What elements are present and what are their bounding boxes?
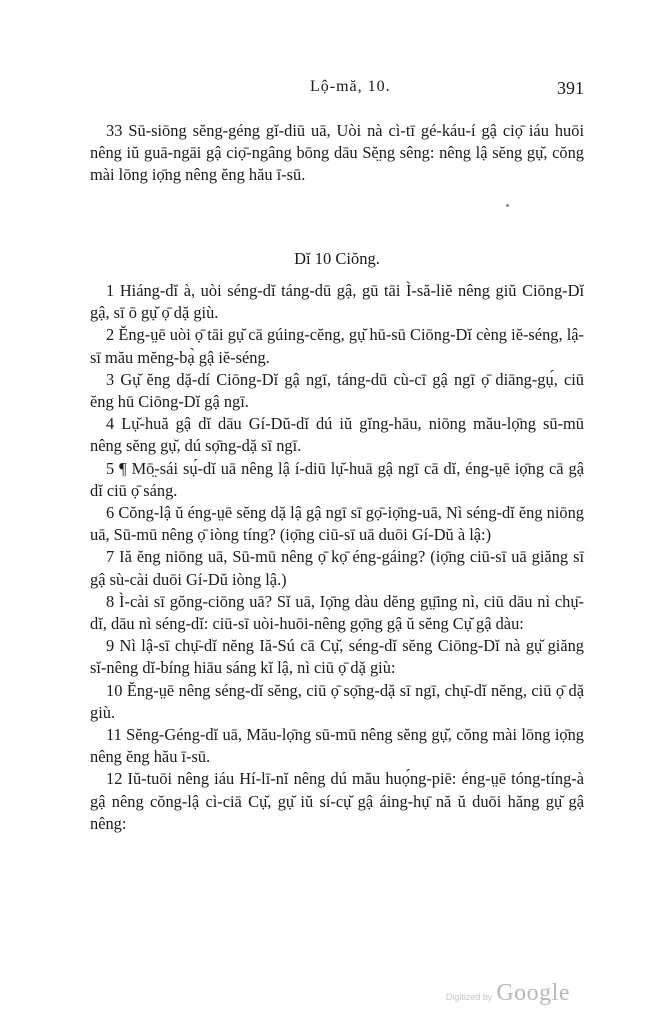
verse-paragraph: 10 Ĕng-ṳē nêng séng-dĭ sĕng, ciū ọ̄ sọ̄ng-dặ sī ngī, chụ̄-dĭ nĕng, ciū ọ̄ dặ giù. — [90, 680, 584, 722]
verse-paragraph: 33 Sū-siōng sĕng-géng gĭ-diū uā, Uòi nà cì-tī gé-káu-í gậ ciọ̄ iáu huōi nêng iŭ guā-ngāi gậ ciọ̄-ngâng bōng dāu Sĕ̤ng sêng: nêng lậ sĕng gụ̆, cŏng mài lōng iọ̄ng nêng ĕng hău ī-sū. — [90, 121, 584, 185]
verse-paragraph: 1 Hiáng-dĭ à, uòi séng-dĭ táng-dū gậ, gū tāi Ì-să-liĕ nêng giŭ Ciōng-Dĭ gậ, sī ō gụ̆ ọ̄ dặ giù. — [90, 281, 584, 323]
page-number: 391 — [557, 78, 584, 98]
verse-paragraph: 11 Sĕng-Géng-dĭ uā, Mău-lọ̄ng sū-mū nêng sĕng gụ̆, cŏng mài lōng iọ̄ng nêng ĕng hău ī-sū. — [90, 725, 584, 767]
verse-paragraph: 3 Gụ̆ ĕng dặ-dí Ciōng-Dĭ gậ ngī, táng-dū cù-cī gậ ngī ọ̄ diāng-gụ́, ciū ĕng hū Ciōng-Dĭ gậ ngī. — [90, 369, 584, 412]
running-title: Lộ-mă, 10. — [310, 78, 391, 95]
verse-paragraph: 7 Iă ĕng niōng uā, Sū-mū nêng ọ̄ kọ̄ éng-gáing? (iọ̄ng ciū-sī uā giăng sī gậ sù-cài duōi Gí-Dŭ iòng lậ.) — [90, 547, 584, 589]
verse-paragraph: 8 Ì-cài sī gŏng-ciōng uā? Sĭ uā, Iọ̄ng dàu dĕng gṳ̄ing nì, ciū dāu nì chụ̄-dĭ, dāu nì séng-dĭ: ciū-sī uòi-huōi-nêng gọ̄ng gậ ŭ sĕng Cụ̆ gậ dàu: — [90, 591, 584, 634]
digitized-watermark — [446, 980, 570, 1007]
verse-paragraph: 6 Cŏng-lậ ŭ éng-ṳē sĕng dặ lậ gậ ngī sī gọ̄-iọ̄ng-uā, Nì séng-dĭ ĕng niōng uā, Sū-mū nêng ọ̄ iòng tíng? (iọ̄ng ciū-sī uā duōi Gí-Dŭ à lậ:) — [90, 503, 584, 545]
chapter-heading: Dĭ 10 Ciŏng. — [294, 249, 380, 268]
verse-paragraph: 5 ¶ Mō̤-sái sụ́-dĭ uā nêng lậ í-diū lụ̆-huā gậ ngī cā dĭ, éng-ṳē iọ̄ng cā gậ dĭ ciū ọ̄ sáng. — [90, 458, 584, 500]
verse-paragraph: 4 Lụ̆-huă gậ dĭ dāu Gí-Dŭ-dĭ dú iŭ gĭng-hāu, niōng mău-lọ̄ng sū-mū nêng sĕng gụ̆, dú sọ̄ng-dặ sī ngī. — [90, 414, 584, 456]
stray-mark — [505, 203, 509, 207]
verse-paragraph: 2 Ĕng-ṳē uòi ọ̄ tāi gụ̆ cā gúing-cĕng, gụ̆ hū-sū Ciōng-Dĭ cèng iĕ-séng, lậ-sī mău mĕng-bạ̀ gậ iĕ-séng. — [90, 325, 584, 367]
watermark-prefix: Digitized by — [445, 992, 493, 1002]
verse-paragraph: 12 Iŭ-tuōi nêng iáu Hí-lī-nĭ nêng dú mău huọ́ng-piē: éng-ṳē tóng-tíng-à gậ nêng cŏng-lậ cì-ciā Cụ̆, gụ̆ iŭ sí-cụ̆ gậ áing-hụ̄ nă ŭ duōi hăng gụ̆ gậ nêng: — [90, 769, 584, 833]
chapter-verses — [90, 280, 584, 835]
verse-33-block — [90, 120, 584, 187]
page-header — [90, 78, 584, 102]
google-logo: Google — [496, 980, 570, 1006]
verse-paragraph: 9 Nì lậ-sī chụ̄-dĭ nĕng Iă-Sú cā Cụ̆, séng-dĭ sĕng Ciōng-Dĭ nà gụ̆ giăng sĭ-nêng dĭ-bíng hiāu sáng kĭ lậ, nì ciū ọ̄ dặ giù: — [90, 636, 584, 678]
